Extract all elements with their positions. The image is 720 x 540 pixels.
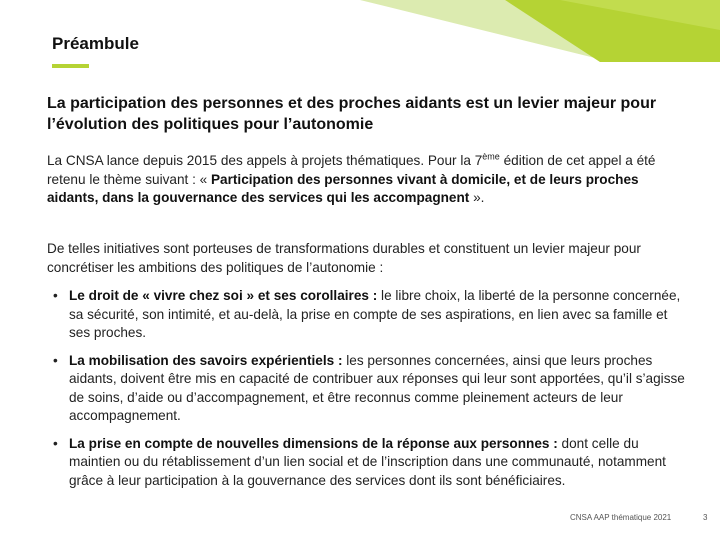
bullet-title: Le droit de « vivre chez soi » et ses corollaires :	[69, 288, 378, 303]
corner-shape-lime	[560, 0, 720, 30]
list-item	[47, 352, 687, 426]
intro-text-b: édition de cet appel a été retenu le thème suivant : «	[47, 153, 656, 187]
list-item	[47, 435, 687, 491]
intro-theme-bold: Participation des personnes vivant à domicile, et de leurs proches aidants, dans la gouvernance des services qui les accompagnent	[47, 171, 639, 205]
page-title: Préambule	[52, 34, 139, 53]
corner-shape-green	[505, 0, 720, 62]
bullet-text: les personnes concernées, ainsi que leurs proches aidants, doivent être mis en capacité de contribuer aux réponses qui leur sont apportées, qu’il s’agisse de soins, d’aide ou d’accompagnement, et être reconnus comme pleinement acteurs de leur accompagnement.	[69, 352, 685, 423]
context-paragraph: De telles initiatives sont porteuses de transformations durables et constituent un levier majeur pour concrétiser les ambitions des politiques de l’autonomie :	[47, 241, 641, 275]
bullet-text: dont celle du maintien ou du rétablissement d’un lien social et de l’inscription dans une communauté, notamment grâce à leur participation à la gouvernance des services dont ils sont bénéficiaires.	[69, 435, 666, 488]
bullet-title: La prise en compte de nouvelles dimensions de la réponse aux personnes :	[69, 435, 558, 451]
intro-text-c: ».	[469, 190, 485, 205]
intro-superscript: ème	[482, 151, 500, 162]
list-item	[47, 287, 687, 343]
bullet-icon: •	[53, 352, 58, 368]
bullet-icon: •	[53, 435, 58, 451]
intro-text-a: La CNSA lance depuis 2015 des appels à projets thématiques. Pour la 7	[47, 153, 483, 168]
bullet-list	[47, 287, 687, 499]
bullet-icon: •	[53, 288, 58, 303]
section-heading: La participation des personnes et des proches aidants est un levier majeur pour l’évolution des politiques pour l’autonomie	[47, 95, 657, 133]
intro-paragraph	[47, 152, 687, 208]
bullet-text: le libre choix, la liberté de la personne concernée, sa sécurité, son intimité, et au-delà, la prise en compte de ses aspirations, en lien avec sa famille et ses proches.	[69, 288, 681, 340]
bullet-title: La mobilisation des savoirs expérientiels :	[69, 352, 343, 368]
title-underline	[52, 64, 89, 68]
corner-shape-light	[360, 0, 595, 58]
page-number: 3	[703, 513, 708, 522]
footer-label: CNSA AAP thématique 2021	[570, 513, 672, 522]
